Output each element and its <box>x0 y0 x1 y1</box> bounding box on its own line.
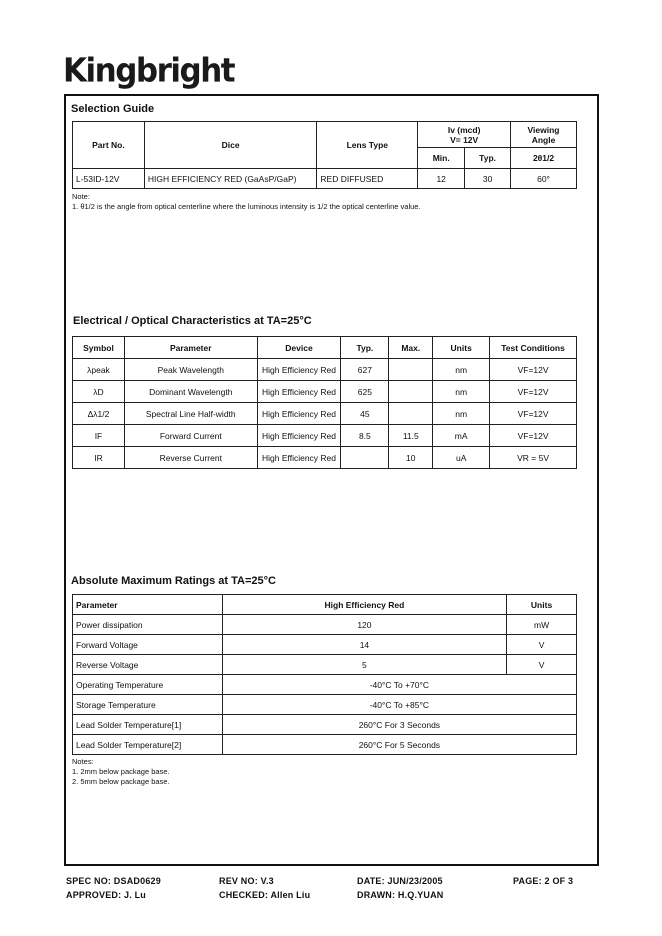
abs-cell-value: -40°C To +70°C <box>222 675 576 695</box>
abs-header-units: Units <box>507 595 577 615</box>
elec-cell: 11.5 <box>389 425 433 447</box>
header-angle: Angle <box>531 134 556 145</box>
elec-cell: Dominant Wavelength <box>124 381 257 403</box>
cell-lens-type: RED DIFFUSED <box>317 169 418 189</box>
table-row <box>73 381 577 403</box>
elec-cell: uA <box>433 447 490 469</box>
header-viewing: Viewing <box>527 124 560 135</box>
elec-cell <box>389 359 433 381</box>
table-row <box>73 695 577 715</box>
header-part-no: Part No. <box>73 122 145 169</box>
elec-cell: nm <box>433 359 490 381</box>
abs-cell-value: 120 <box>222 615 506 635</box>
note-1: 1. θ1/2 is the angle from optical centerline where the luminous intensity is 1/2 the optical centerline value. <box>72 202 421 211</box>
elec-cell: Peak Wavelength <box>124 359 257 381</box>
elec-cell: 625 <box>341 381 389 403</box>
abs-cell-value: 14 <box>222 635 506 655</box>
table-row <box>73 675 577 695</box>
elec-cell: VF=12V <box>490 359 577 381</box>
cell-angle: 60° <box>511 169 577 189</box>
elec-cell: λpeak <box>73 359 125 381</box>
elec-cell: VF=12V <box>490 425 577 447</box>
abs-cell-parameter: Operating Temperature <box>73 675 223 695</box>
selection-guide-table <box>72 121 577 189</box>
abs-cell-value: -40°C To +85°C <box>222 695 576 715</box>
elec-cell: Reverse Current <box>124 447 257 469</box>
table-row <box>73 447 577 469</box>
elec-cell: 10 <box>389 447 433 469</box>
elec-cell: λD <box>73 381 125 403</box>
abs-cell-value: 5 <box>222 655 506 675</box>
table-row <box>73 615 577 635</box>
elec-cell: IR <box>73 447 125 469</box>
kingbright-logo: Kingbright <box>63 52 235 90</box>
table-row <box>73 403 577 425</box>
selection-note <box>72 192 421 212</box>
absolute-header-row <box>73 595 577 615</box>
elec-cell: VF=12V <box>490 381 577 403</box>
elec-cell: nm <box>433 403 490 425</box>
abs-cell-units: V <box>507 655 577 675</box>
header-min: Min. <box>418 148 465 169</box>
elec-header-2: Device <box>257 337 341 359</box>
abs-cell-units: mW <box>507 615 577 635</box>
header-lens-type: Lens Type <box>317 122 418 169</box>
elec-cell: Spectral Line Half-width <box>124 403 257 425</box>
table-row <box>73 655 577 675</box>
elec-cell: 8.5 <box>341 425 389 447</box>
notes-label: Notes: <box>72 757 94 766</box>
elec-cell: High Efficiency Red <box>257 403 341 425</box>
table-row <box>73 169 577 189</box>
elec-cell: VF=12V <box>490 403 577 425</box>
elec-cell <box>341 447 389 469</box>
abs-note-2: 2. 5mm below package base. <box>72 777 170 786</box>
elec-header-4: Max. <box>389 337 433 359</box>
table-row <box>73 635 577 655</box>
elec-cell: High Efficiency Red <box>257 359 341 381</box>
abs-header-parameter: Parameter <box>73 595 223 615</box>
cell-min: 12 <box>418 169 465 189</box>
header-viewing-angle <box>511 122 577 148</box>
electrical-header-row <box>73 337 577 359</box>
electrical-table <box>72 336 577 469</box>
abs-header-her: High Efficiency Red <box>222 595 506 615</box>
electrical-title: Electrical / Optical Characteristics at TA=25°C <box>73 315 312 327</box>
elec-header-3: Typ. <box>341 337 389 359</box>
elec-cell: Δλ1/2 <box>73 403 125 425</box>
abs-cell-value: 260°C For 5 Seconds <box>222 735 576 755</box>
table-row <box>73 715 577 735</box>
abs-cell-parameter: Power dissipation <box>73 615 223 635</box>
elec-cell: nm <box>433 381 490 403</box>
elec-cell: VR = 5V <box>490 447 577 469</box>
elec-cell: mA <box>433 425 490 447</box>
elec-header-6: Test Conditions <box>490 337 577 359</box>
elec-cell <box>389 403 433 425</box>
abs-cell-parameter: Lead Solder Temperature[1] <box>73 715 223 735</box>
date: DATE: JUN/23/2005 <box>357 876 443 886</box>
elec-header-5: Units <box>433 337 490 359</box>
header-iv-label: Iv (mcd) <box>447 124 481 135</box>
drawn: DRAWN: H.Q.YUAN <box>357 890 444 900</box>
abs-cell-parameter: Storage Temperature <box>73 695 223 715</box>
rev-no: REV NO: V.3 <box>219 876 274 886</box>
page-number: PAGE: 2 OF 3 <box>513 876 574 886</box>
elec-cell <box>389 381 433 403</box>
selection-guide-title: Selection Guide <box>71 103 155 115</box>
absolute-title: Absolute Maximum Ratings at TA=25°C <box>71 575 276 587</box>
header-iv-condition: V= 12V <box>450 134 479 145</box>
absolute-table <box>72 594 577 755</box>
table-row <box>73 425 577 447</box>
elec-cell: 45 <box>341 403 389 425</box>
elec-cell: IF <box>73 425 125 447</box>
elec-cell: High Efficiency Red <box>257 381 341 403</box>
note-label: Note: <box>72 192 90 201</box>
header-two-theta: 2θ1/2 <box>511 148 577 169</box>
abs-cell-parameter: Lead Solder Temperature[2] <box>73 735 223 755</box>
elec-cell: High Efficiency Red <box>257 447 341 469</box>
abs-cell-parameter: Reverse Voltage <box>73 655 223 675</box>
header-dice: Dice <box>144 122 317 169</box>
table-row <box>73 735 577 755</box>
checked: CHECKED: Allen Liu <box>219 890 311 900</box>
cell-part-no: L-53ID-12V <box>73 169 145 189</box>
abs-note-1: 1. 2mm below package base. <box>72 767 170 776</box>
elec-cell: 627 <box>341 359 389 381</box>
elec-header-1: Parameter <box>124 337 257 359</box>
elec-cell: Forward Current <box>124 425 257 447</box>
spec-no: SPEC NO: DSAD0629 <box>66 876 161 886</box>
abs-cell-value: 260°C For 3 Seconds <box>222 715 576 735</box>
cell-typ: 30 <box>465 169 511 189</box>
header-typ: Typ. <box>465 148 511 169</box>
header-iv <box>418 122 511 148</box>
abs-cell-parameter: Forward Voltage <box>73 635 223 655</box>
elec-cell: High Efficiency Red <box>257 425 341 447</box>
cell-dice: HIGH EFFICIENCY RED (GaAsP/GaP) <box>144 169 317 189</box>
elec-header-0: Symbol <box>73 337 125 359</box>
absolute-notes <box>72 757 170 787</box>
abs-cell-units: V <box>507 635 577 655</box>
approved: APPROVED: J. Lu <box>66 890 147 900</box>
table-row <box>73 359 577 381</box>
